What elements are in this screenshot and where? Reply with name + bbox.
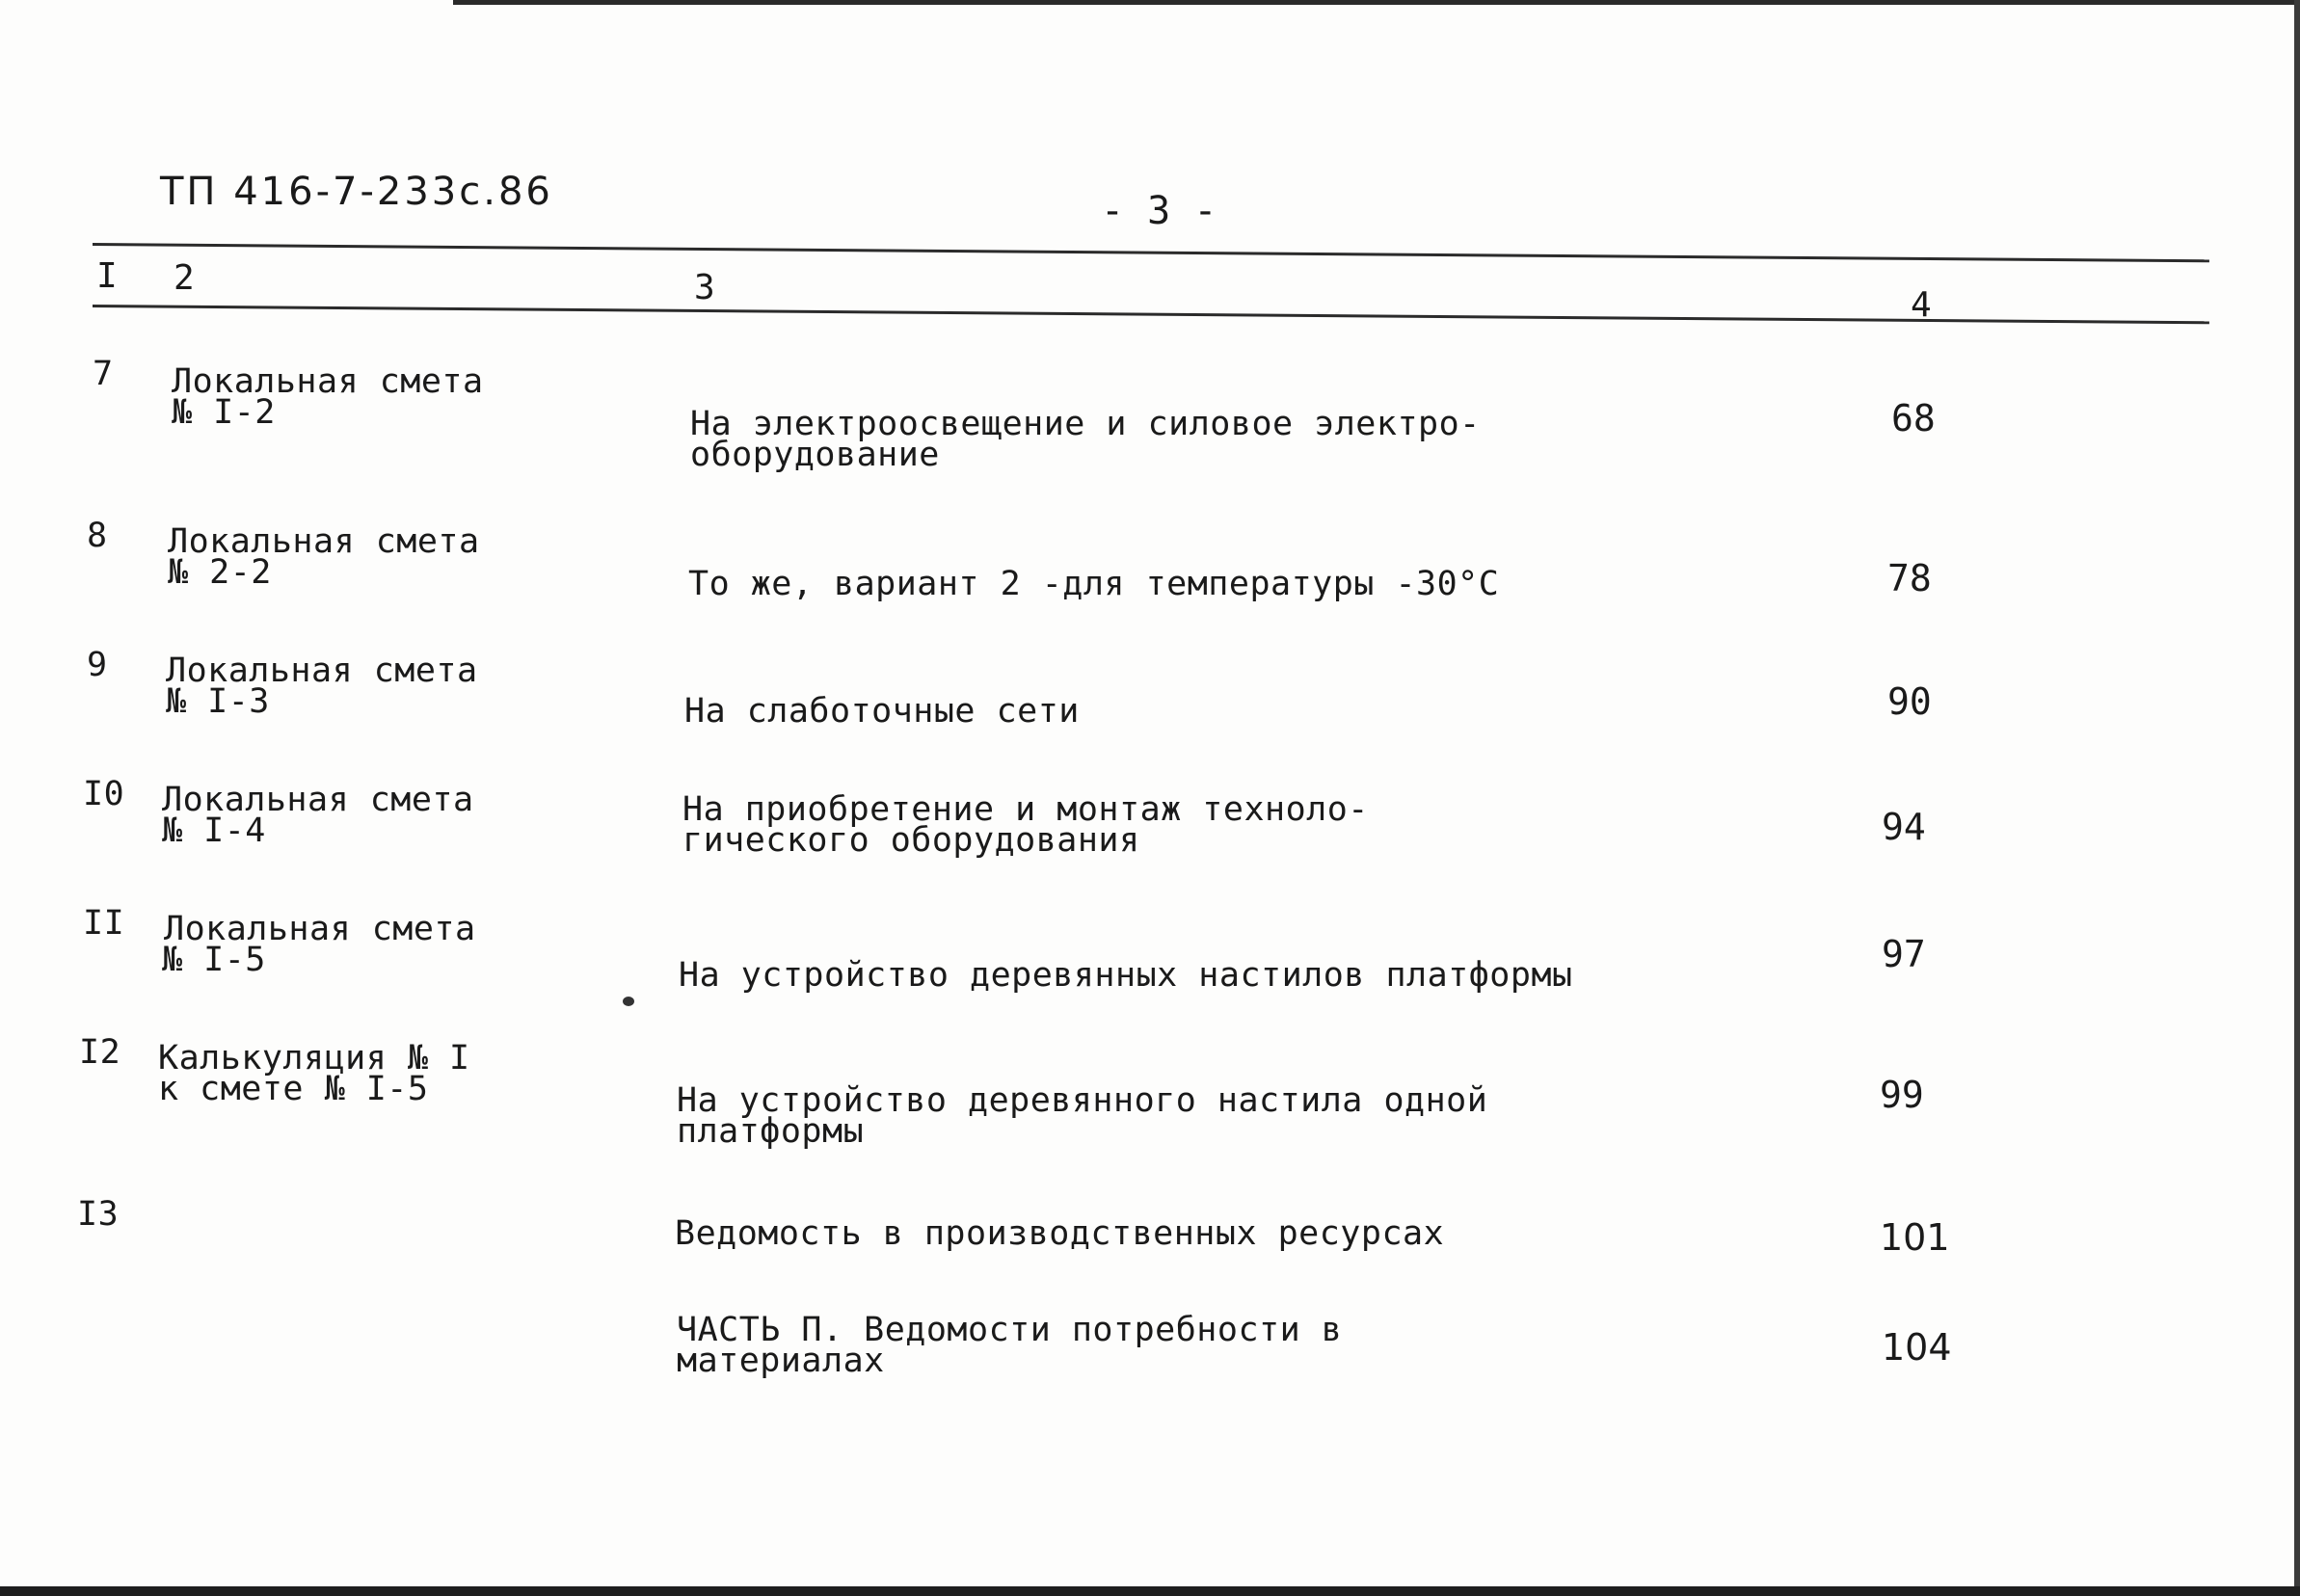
row-page-number: 94	[1882, 806, 1926, 848]
row-description-line: На электроосвещение и силовое электро-	[690, 405, 1481, 443]
row-page-number: 97	[1882, 933, 1926, 975]
row-page-number: 99	[1880, 1074, 1924, 1116]
row-description-line: На слаботочные сети	[684, 692, 1080, 731]
row-number: II	[83, 904, 125, 943]
row-document-line: Локальная смета	[164, 910, 476, 948]
scan-edge-top	[453, 0, 2300, 5]
row-description-line: То же, вариант 2 -для температуры -30°С	[688, 565, 1500, 603]
row-document-line: Калькуляция № I	[158, 1039, 470, 1077]
row-page-number: 90	[1887, 680, 1932, 723]
row-description-line: оборудование	[690, 436, 940, 474]
row-page-number: 68	[1891, 397, 1936, 439]
table-header-rule-bottom	[93, 305, 2209, 324]
row-document-line: № 2-2	[168, 553, 272, 592]
row-description-line: гического оборудования	[682, 821, 1140, 860]
row-document-line: Локальная смета	[172, 362, 484, 401]
row-page-number: 78	[1887, 557, 1932, 599]
page-number: - 3 -	[1101, 189, 1217, 233]
ink-speck	[623, 997, 634, 1006]
row-description-line: ЧАСТЬ П. Ведомости потребности в	[677, 1311, 1343, 1349]
row-document-line: № I-3	[166, 682, 270, 721]
row-number: I3	[77, 1195, 120, 1234]
row-page-number: 101	[1880, 1216, 1950, 1259]
row-description-line: На устройство деревянных настилов платформы	[679, 956, 1573, 995]
row-document-line: № I-2	[172, 393, 276, 432]
column-number-2: 2	[174, 258, 195, 298]
row-number: 7	[93, 355, 114, 393]
column-number-4: 4	[1911, 285, 1932, 325]
row-number: 9	[87, 646, 108, 684]
row-page-number: 104	[1882, 1326, 1952, 1369]
row-description-line: На устройство деревянного настила одной	[677, 1081, 1488, 1120]
document-code: ТП 416-7-233с.86	[160, 170, 553, 214]
row-description-line: Ведомость в производственных ресурсах	[675, 1214, 1445, 1253]
row-number: 8	[87, 517, 108, 555]
row-document-line: к смете № I-5	[158, 1070, 429, 1108]
column-number-1: I	[96, 256, 118, 296]
row-number: I2	[79, 1033, 121, 1072]
row-description-line: материалах	[677, 1342, 885, 1380]
table-header-rule-top	[93, 243, 2209, 262]
scan-edge-right	[2294, 0, 2300, 1596]
row-document-line: Локальная смета	[162, 781, 474, 819]
row-number: I0	[83, 775, 125, 813]
row-document-line: Локальная смета	[168, 522, 480, 561]
row-description-line: платформы	[677, 1112, 865, 1151]
row-document-line: № I-4	[162, 811, 266, 850]
row-description-line: На приобретение и монтаж техноло-	[682, 790, 1369, 829]
row-document-line: № I-5	[162, 941, 266, 979]
scan-edge-bottom	[0, 1586, 2300, 1596]
column-number-3: 3	[694, 268, 715, 307]
row-document-line: Локальная смета	[166, 652, 478, 690]
